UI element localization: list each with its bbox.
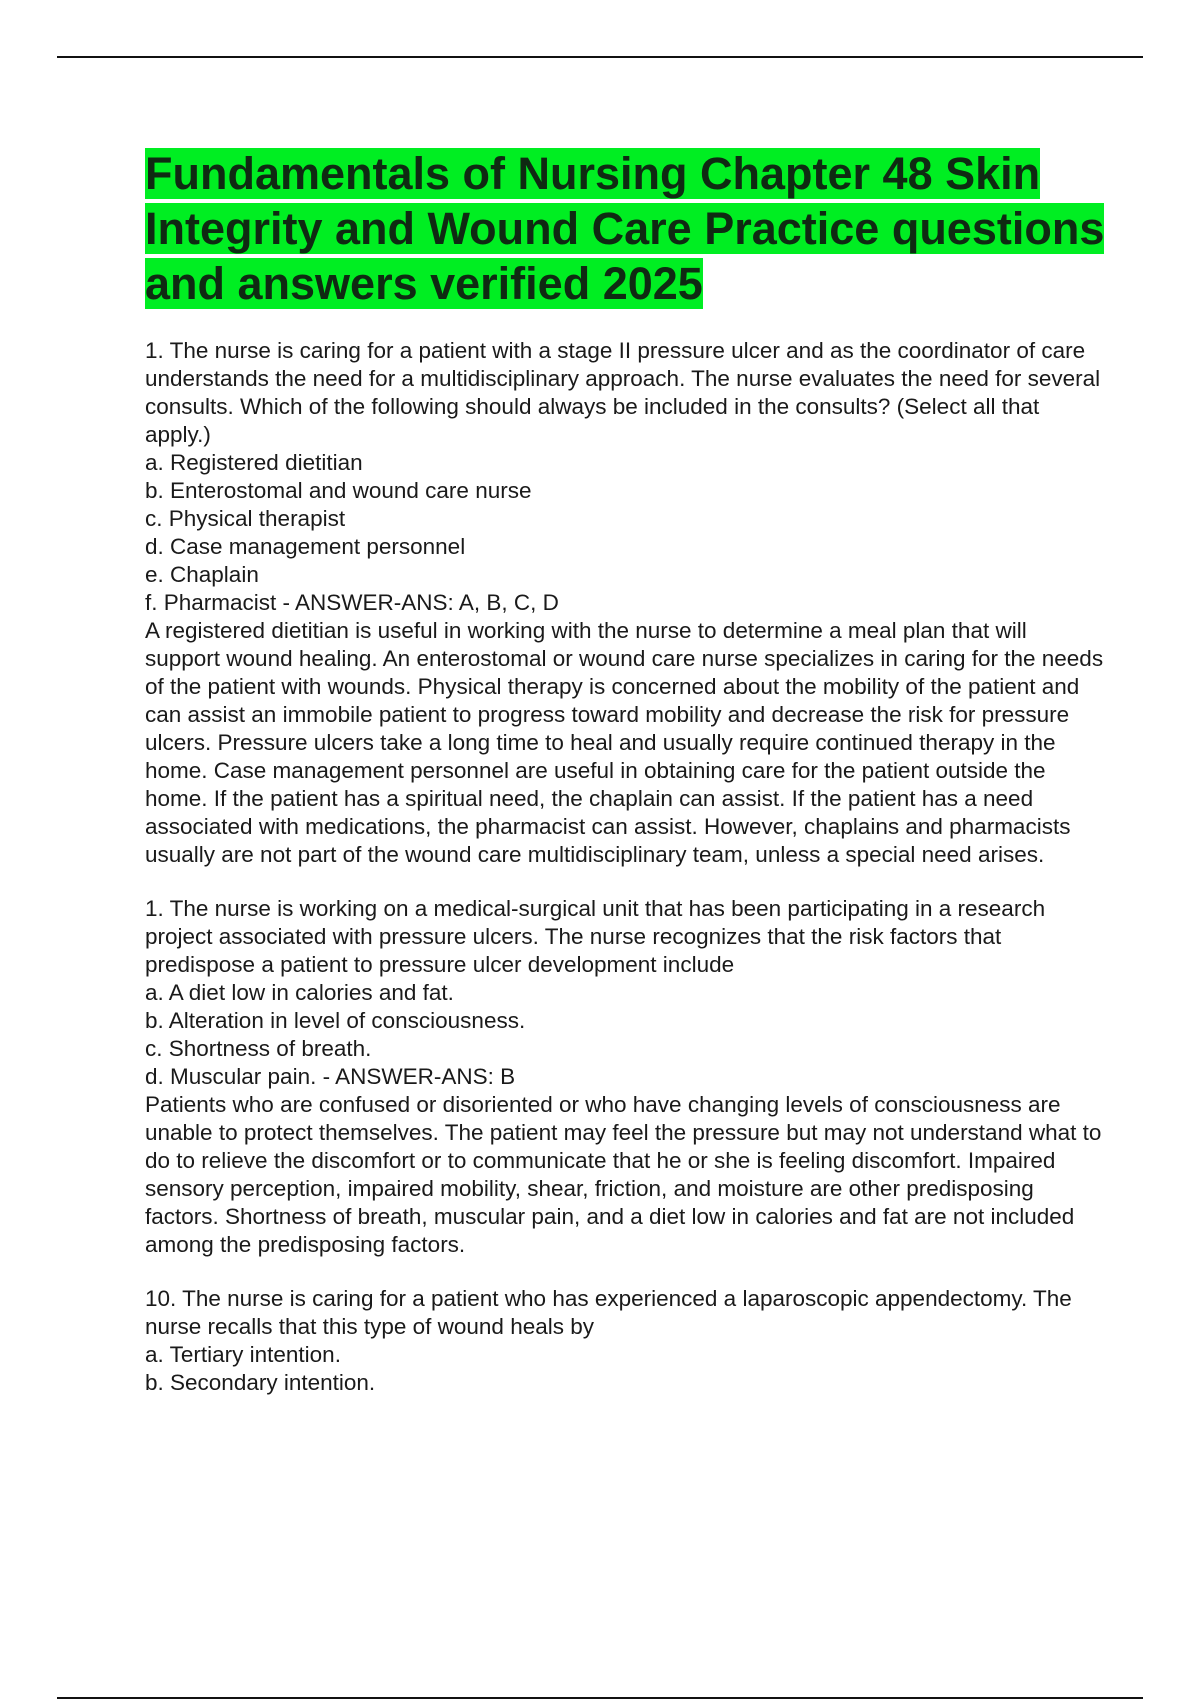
answer-option-with-key: f. Pharmacist - ANSWER-ANS: A, B, C, D <box>145 590 559 615</box>
answer-option: e. Chaplain <box>145 562 259 587</box>
answer-option: c. Physical therapist <box>145 506 346 531</box>
question-1 <box>145 337 1105 869</box>
answer-option-with-key: d. Muscular pain. - ANSWER-ANS: B <box>145 1064 516 1089</box>
question-stem: 10. The nurse is caring for a patient who has experienced a laparoscopic appendectomy. The nurse recalls that this type of wound heals by <box>145 1286 1072 1339</box>
answer-option: a. A diet low in calories and fat. <box>145 980 454 1005</box>
top-divider <box>57 56 1143 58</box>
document-title <box>145 146 1105 311</box>
answer-option: a. Tertiary intention. <box>145 1342 341 1367</box>
question-stem: 1. The nurse is caring for a patient with a stage II pressure ulcer and as the coordinator of care understands the need for a multidisciplinary approach. The nurse evaluates the need for several consults. Which of the following should always be included in the consults? (Select all that apply.) <box>145 338 1101 447</box>
answer-option: c. Shortness of breath. <box>145 1036 372 1061</box>
rationale-text: Patients who are confused or disoriented or who have changing levels of consciousness are unable to protect themselves. The patient may feel the pressure but may not understand what to do to relieve the discomfort or to communicate that he or she is feeling discomfort. Impaired sensory perception, impaired mobility, shear, friction, and moisture are other predisposing factors. Shortness of breath, muscular pain, and a diet low in calories and fat are not included among the predisposing factors. <box>145 1092 1102 1257</box>
bottom-divider <box>57 1697 1143 1699</box>
answer-option: b. Alteration in level of consciousness. <box>145 1008 526 1033</box>
highlighted-title-text: Fundamentals of Nursing Chapter 48 Skin Integrity and Wound Care Practice questions and answers verified 2025 <box>145 148 1105 309</box>
question-stem: 1. The nurse is working on a medical-surgical unit that has been participating in a research project associated with pressure ulcers. The nurse recognizes that the risk factors that predispose a patient to pressure ulcer development include <box>145 896 1046 977</box>
question-2 <box>145 895 1105 1259</box>
answer-option: a. Registered dietitian <box>145 450 363 475</box>
document-page <box>145 146 1105 1423</box>
rationale-text: A registered dietitian is useful in working with the nurse to determine a meal plan that will support wound healing. An enterostomal or wound care nurse specializes in caring for the needs of the patient with wounds. Physical therapy is concerned about the mobility of the patient and can assist an immobile patient to progress toward mobility and decrease the risk for pressure ulcers. Pressure ulcers take a long time to heal and usually require continued therapy in the home. Case management personnel are useful in obtaining care for the patient outside the home. If the patient has a spiritual need, the chaplain can assist. If the patient has a need associated with medications, the pharmacist can assist. However, chaplains and pharmacists usually are not part of the wound care multidisciplinary team, unless a special need arises. <box>145 618 1104 867</box>
answer-option: b. Enterostomal and wound care nurse <box>145 478 532 503</box>
answer-option: d. Case management personnel <box>145 534 466 559</box>
question-3 <box>145 1285 1105 1397</box>
answer-option: b. Secondary intention. <box>145 1370 376 1395</box>
